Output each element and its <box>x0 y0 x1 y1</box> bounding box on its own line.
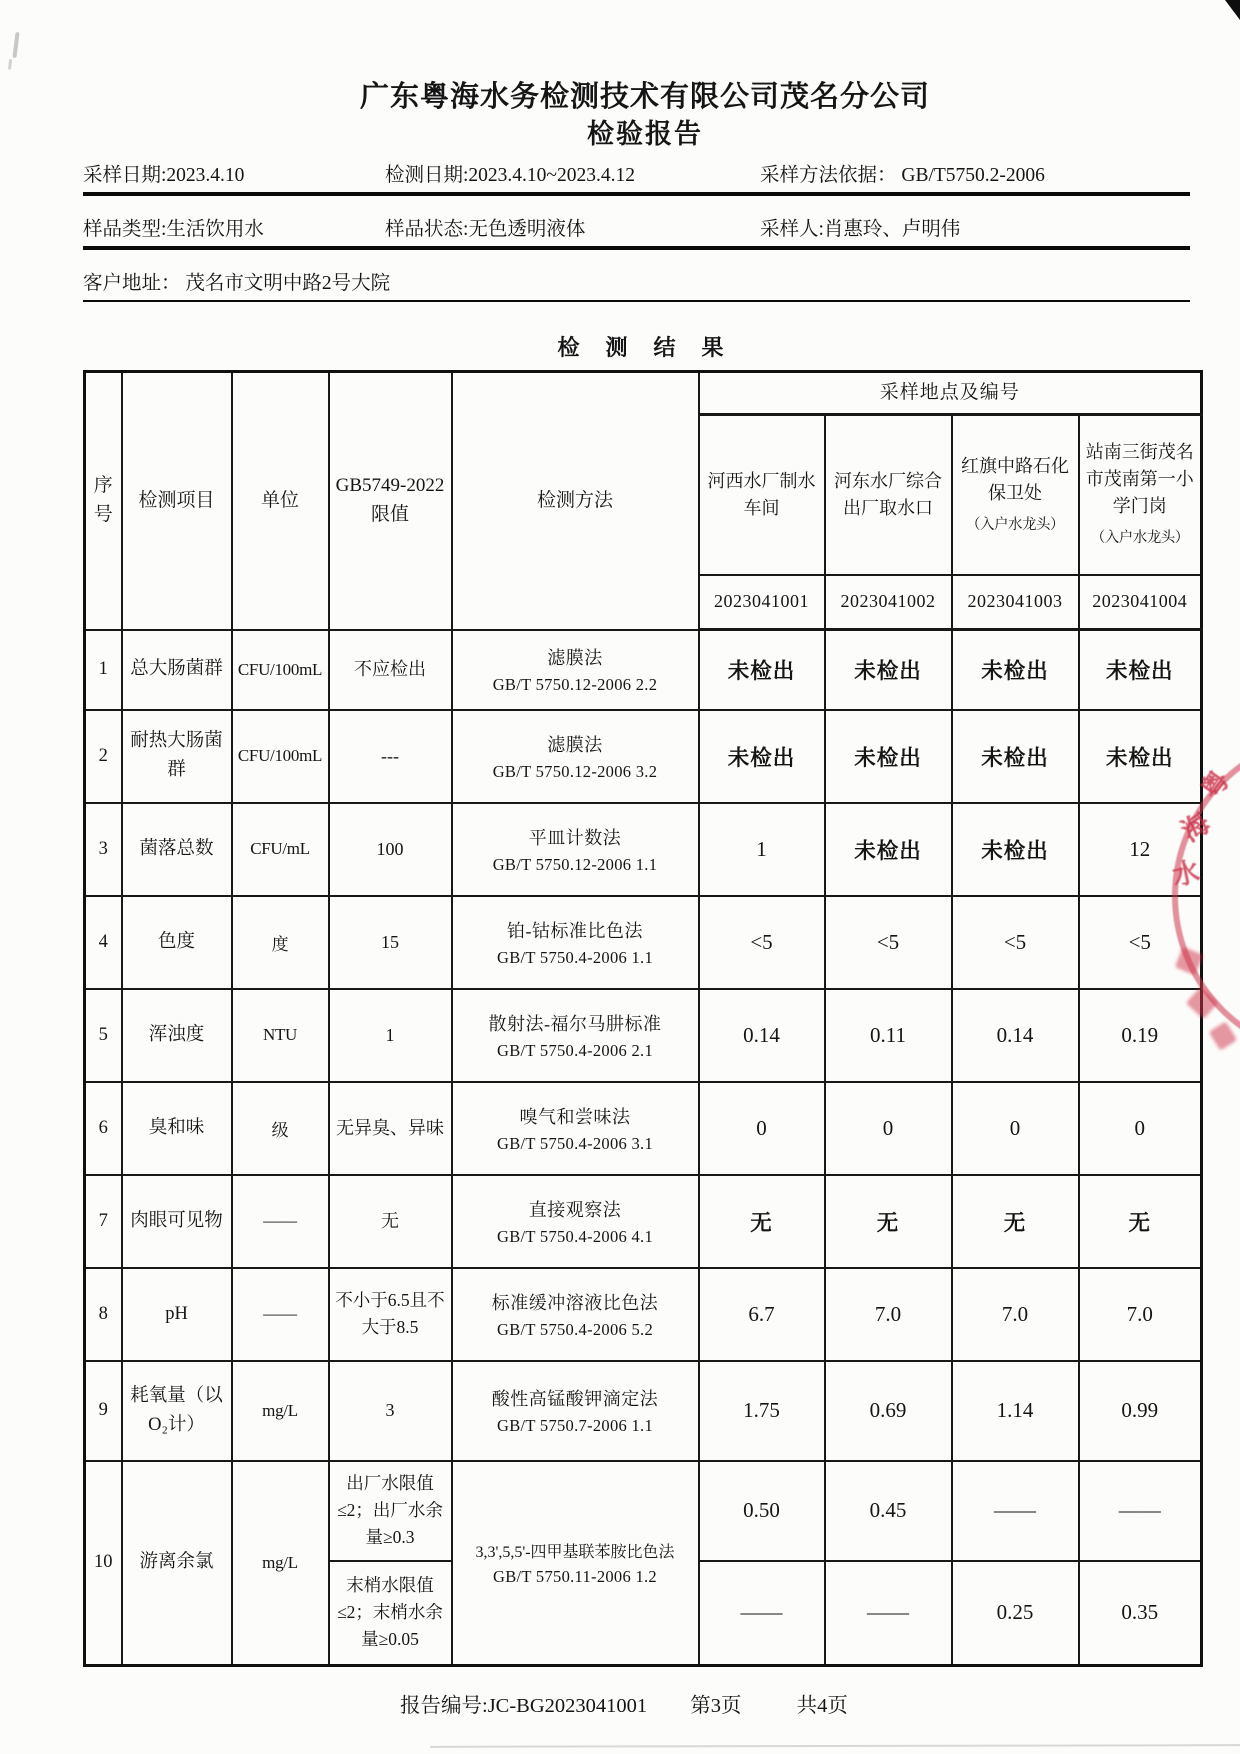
header-unit: 单位 <box>232 372 329 630</box>
result-value: <5 <box>1079 896 1202 989</box>
company-title: 广东粤海水务检测技术有限公司茂名分公司 <box>359 81 930 113</box>
result-value: 0.35 <box>1079 1561 1202 1666</box>
method-name: 平皿计数法 <box>528 827 622 848</box>
method-name: 直接观察法 <box>528 1199 622 1220</box>
row-no: 8 <box>85 1268 122 1361</box>
test-date: 检测日期:2023.4.10~2023.4.12 <box>385 165 635 186</box>
result-value: 无 <box>1079 1175 1202 1268</box>
sample-state: 样品状态:无色透明液体 <box>385 219 586 240</box>
table-row <box>85 1461 1202 1561</box>
row-item: pH <box>122 1268 232 1361</box>
location-2 <box>825 415 952 575</box>
sample-code-3: 2023041003 <box>952 575 1079 630</box>
result-value: 0.14 <box>952 989 1079 1082</box>
row-no: 1 <box>85 630 122 710</box>
location-1 <box>699 415 825 575</box>
method-name: 滤膜法 <box>547 734 603 755</box>
row-no: 2 <box>85 710 122 803</box>
result-value: 未检出 <box>699 710 825 803</box>
row-item: 肉眼可见物 <box>122 1175 232 1268</box>
method-standard: GB/T 5750.12-2006 2.2 <box>492 675 658 694</box>
method-name: 嗅气和尝味法 <box>519 1106 631 1127</box>
row-limit: 无异臭、异味 <box>329 1082 452 1175</box>
result-value: —— <box>825 1561 952 1666</box>
location-note: （入户水龙头） <box>1090 530 1189 547</box>
method-standard: GB/T 5750.4-2006 2.1 <box>496 1040 654 1060</box>
customer-address: 客户地址： 茂名市文明中路2号大院 <box>83 273 391 294</box>
sample-type: 样品类型:生活饮用水 <box>83 219 264 240</box>
report-title: 检验报告 <box>587 119 703 149</box>
row-method <box>452 630 699 710</box>
row-item: 浑浊度 <box>122 989 232 1082</box>
report-number: 报告编号:JC-BG2023041001 <box>400 1695 648 1717</box>
row-method <box>452 803 699 896</box>
row-unit: CFU/100mL <box>232 710 329 803</box>
result-value: 无 <box>699 1175 825 1268</box>
location-name: 河东水厂综合出厂取水口 <box>834 470 942 518</box>
row-unit: CFU/100mL <box>232 630 329 710</box>
result-value: 无 <box>952 1175 1079 1268</box>
result-value: 0 <box>825 1082 952 1175</box>
result-value: 未检出 <box>952 710 1079 803</box>
result-value: 1 <box>699 803 825 896</box>
method-standard: GB/T 5750.4-2006 1.1 <box>496 947 654 967</box>
row-limit: 1 <box>329 989 452 1082</box>
result-value: 未检出 <box>1079 630 1202 710</box>
seal-character: 水 <box>1169 856 1203 892</box>
row-item: 菌落总数 <box>122 803 232 896</box>
method-name: 酸性高锰酸钾滴定法 <box>491 1389 659 1409</box>
method-standard: GB/T 5750.4-2006 4.1 <box>496 1226 654 1246</box>
row-item: 游离余氯 <box>122 1461 232 1666</box>
row-method <box>452 1361 699 1461</box>
scan-corner-artifact <box>1225 0 1240 20</box>
row-unit: 度 <box>232 896 329 989</box>
sample-code-1: 2023041001 <box>699 575 825 630</box>
row-method <box>452 1175 699 1268</box>
result-value: 0 <box>699 1082 825 1175</box>
result-value: —— <box>952 1461 1079 1561</box>
result-value: 7.0 <box>952 1268 1079 1361</box>
result-value: 0.99 <box>1079 1361 1202 1461</box>
page-number: 第3页 <box>690 1695 742 1717</box>
method-standard: GB/T 5750.12-2006 1.1 <box>492 854 658 874</box>
row-method <box>452 896 699 989</box>
header-item: 检测项目 <box>122 372 232 630</box>
row-method <box>452 1082 699 1175</box>
row-item: 耗氧量（以O₂计） <box>122 1361 232 1461</box>
result-value: 0.69 <box>825 1361 952 1461</box>
page-footer <box>400 1688 848 1718</box>
result-value: 0.19 <box>1079 989 1202 1082</box>
result-value: —— <box>699 1561 825 1666</box>
row-no: 4 <box>85 896 122 989</box>
table-row <box>85 803 1202 896</box>
result-value: 0 <box>952 1082 1079 1175</box>
result-value: 7.0 <box>825 1268 952 1361</box>
result-value: 0.45 <box>825 1461 952 1561</box>
table-row <box>85 1268 1202 1361</box>
table-row <box>85 630 1202 710</box>
seal-character: 粤 <box>1195 765 1236 805</box>
row-unit: CFU/mL <box>232 803 329 896</box>
table-row <box>85 1082 1202 1175</box>
table-row <box>85 989 1202 1082</box>
row-item: 耐热大肠菌群 <box>122 710 232 803</box>
row-method <box>452 1268 699 1361</box>
row-unit: 级 <box>232 1082 329 1175</box>
row-limit-tap: 末梢水限值≤2；末梢水余量≥0.05 <box>329 1561 452 1666</box>
scan-smudge-artifact <box>12 32 19 58</box>
table-header-row-1 <box>85 372 1202 415</box>
total-pages: 共4页 <box>796 1695 848 1717</box>
result-value: —— <box>1079 1461 1202 1561</box>
row-no: 6 <box>85 1082 122 1175</box>
result-value: 未检出 <box>952 803 1079 896</box>
sample-code-2: 2023041002 <box>825 575 952 630</box>
method-standard: GB/T 5750.7-2006 1.1 <box>496 1416 654 1435</box>
header-sampling-locations: 采样地点及编号 <box>699 372 1202 415</box>
method-standard: GB/T 5750.12-2006 3.2 <box>492 761 658 781</box>
row-no: 9 <box>85 1361 122 1461</box>
results-table <box>83 370 1203 1667</box>
result-value: 未检出 <box>825 630 952 710</box>
result-value: 未检出 <box>825 803 952 896</box>
row-unit: —— <box>232 1175 329 1268</box>
row-limit: 无 <box>329 1175 452 1268</box>
location-name: 红旗中路石化保卫处 <box>961 455 1069 503</box>
method-standard: GB/T 5750.11-2006 1.2 <box>493 1566 657 1586</box>
row-no: 3 <box>85 803 122 896</box>
sampling-method-basis: 采样方法依据： GB/T5750.2-2006 <box>760 165 1045 186</box>
row-method <box>452 1461 699 1666</box>
method-name: 标准缓冲溶液比色法 <box>491 1292 659 1313</box>
header-method: 检测方法 <box>452 372 699 630</box>
row-unit: NTU <box>232 989 329 1082</box>
info-row-address <box>83 266 1190 302</box>
table-row <box>85 1175 1202 1268</box>
method-name: 散射法-福尔马肼标准 <box>488 1013 662 1034</box>
result-value: 未检出 <box>952 630 1079 710</box>
row-no: 10 <box>85 1461 122 1666</box>
row-limit: 3 <box>329 1361 452 1461</box>
row-method <box>452 989 699 1082</box>
row-limit: 不应检出 <box>329 630 452 710</box>
header-limit: GB5749-2022限值 <box>329 372 452 630</box>
result-value: 未检出 <box>1079 710 1202 803</box>
table-row <box>85 1361 1202 1461</box>
result-value: 0.50 <box>699 1461 825 1561</box>
result-value: 7.0 <box>1079 1268 1202 1361</box>
method-name: 铂-钴标准比色法 <box>507 920 643 941</box>
result-value: 1.75 <box>699 1361 825 1461</box>
row-item: 色度 <box>122 896 232 989</box>
row-unit: mg/L <box>232 1361 329 1461</box>
method-name: 3,3',5,5'-四甲基联苯胺比色法 <box>475 1543 675 1561</box>
row-no: 7 <box>85 1175 122 1268</box>
method-standard: GB/T 5750.4-2006 5.2 <box>496 1319 654 1339</box>
result-value: <5 <box>825 896 952 989</box>
location-note: （入户水龙头） <box>966 516 1064 533</box>
row-limit: 100 <box>329 803 452 896</box>
row-method <box>452 710 699 803</box>
row-limit: 不小于6.5且不大于8.5 <box>329 1268 452 1361</box>
location-name: 河西水厂制水车间 <box>707 470 816 518</box>
result-value: <5 <box>699 896 825 989</box>
method-name: 滤膜法 <box>547 648 603 668</box>
sample-code-4: 2023041004 <box>1079 575 1202 630</box>
row-item: 臭和味 <box>122 1082 232 1175</box>
row-unit: mg/L <box>232 1461 329 1666</box>
seal-mark <box>1209 1021 1238 1050</box>
result-value: <5 <box>952 896 1079 989</box>
row-limit: 15 <box>329 896 452 989</box>
result-value: 0.11 <box>825 989 952 1082</box>
info-row-dates <box>83 158 1190 196</box>
table-row <box>85 896 1202 989</box>
scan-edge-shadow <box>430 1744 1240 1748</box>
location-3 <box>952 415 1079 575</box>
row-unit: —— <box>232 1268 329 1361</box>
result-value: 1.14 <box>952 1361 1079 1461</box>
result-value: 无 <box>825 1175 952 1268</box>
result-value: 12 <box>1079 803 1202 896</box>
row-limit: --- <box>329 710 452 803</box>
location-name: 站南三街茂名市茂南第一小学门岗 <box>1085 442 1194 517</box>
method-standard: GB/T 5750.4-2006 3.1 <box>496 1133 654 1153</box>
result-value: 未检出 <box>699 630 825 710</box>
sampling-date: 采样日期:2023.4.10 <box>83 165 245 186</box>
table-row <box>85 710 1202 803</box>
seal-character: 海 <box>1176 807 1216 848</box>
section-title: 检 测 结 果 <box>557 335 726 360</box>
result-value: 未检出 <box>825 710 952 803</box>
row-no: 5 <box>85 989 122 1082</box>
result-value: 0 <box>1079 1082 1202 1175</box>
header-no: 序号 <box>85 372 122 630</box>
row-limit-factory: 出厂水限值≤2；出厂水余量≥0.3 <box>329 1461 452 1561</box>
location-4 <box>1079 415 1202 575</box>
row-item: 总大肠菌群 <box>122 630 232 710</box>
result-value: 0.25 <box>952 1561 1079 1666</box>
info-row-sample <box>83 212 1190 250</box>
samplers: 采样人:肖惠玲、卢明伟 <box>760 219 961 240</box>
result-value: 6.7 <box>699 1268 825 1361</box>
result-value: 0.14 <box>699 989 825 1082</box>
